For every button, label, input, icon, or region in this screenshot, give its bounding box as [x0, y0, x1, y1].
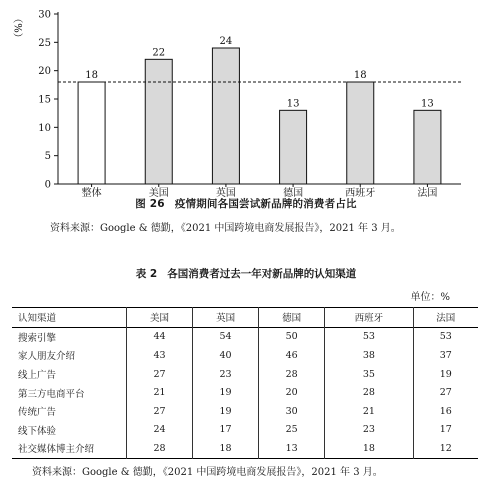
channel-name-cell: 搜索引擎: [18, 332, 57, 344]
bar-value-label: 13: [286, 98, 300, 110]
bar-value-label: 24: [219, 36, 233, 47]
figure-number: 图 26: [135, 198, 165, 210]
value-cell: 19: [193, 402, 259, 421]
x-tick-label: 美国: [148, 188, 169, 199]
channel-name-cell: 线下体验: [18, 425, 57, 437]
x-tick-label: 德国: [283, 188, 304, 199]
value-cell: 28: [325, 383, 413, 402]
table-row: [12, 402, 478, 421]
column-header: 德国: [259, 308, 325, 328]
table-title-text: 各国消费者过去一年对新品牌的认知渠道: [167, 268, 357, 280]
column-header: 西班牙: [325, 308, 413, 328]
value-cell: 13: [259, 439, 325, 458]
x-tick-label: 法国: [417, 188, 438, 199]
bar-chart: [0, 0, 492, 212]
channel-name-cell: 线上广告: [18, 370, 57, 382]
channel-name-cell: 传统广告: [18, 407, 57, 419]
bar: [78, 82, 105, 184]
value-cell: 27: [413, 383, 478, 402]
value-cell: 12: [413, 439, 478, 458]
value-cell: 38: [325, 346, 413, 365]
table-row: [12, 346, 478, 365]
bar: [347, 82, 374, 184]
value-cell: 53: [413, 327, 478, 346]
y-tick-label: 20: [38, 66, 51, 78]
value-cell: 27: [127, 365, 193, 384]
table-body: [12, 327, 478, 458]
value-cell: 50: [259, 327, 325, 346]
value-cell: 44: [127, 327, 193, 346]
table-row: [12, 327, 478, 346]
value-cell: 35: [325, 365, 413, 384]
channel-name-cell: 家人朋友介绍: [18, 351, 76, 363]
value-cell: 18: [193, 439, 259, 458]
value-cell: 28: [127, 439, 193, 458]
value-cell: 37: [413, 346, 478, 365]
bar: [145, 59, 172, 184]
y-tick-label: 30: [38, 9, 51, 21]
value-cell: 23: [325, 421, 413, 440]
value-cell: 46: [259, 346, 325, 365]
y-axis-unit-label: （%）: [14, 13, 25, 43]
x-tick-label: 整体: [81, 188, 102, 199]
table-row: [12, 383, 478, 402]
y-tick-label: 5: [44, 151, 51, 163]
value-cell: 18: [325, 439, 413, 458]
value-cell: 20: [259, 383, 325, 402]
table-row: [12, 421, 478, 440]
column-header: 英国: [193, 308, 259, 328]
bar-value-label: 13: [421, 98, 434, 110]
value-cell: 40: [193, 346, 259, 365]
value-cell: 30: [259, 402, 325, 421]
value-cell: 24: [127, 421, 193, 440]
awareness-channel-table: [12, 307, 478, 459]
bar-value-label: 18: [85, 70, 98, 81]
bar-value-label: 18: [353, 70, 367, 81]
column-header: 美国: [127, 308, 193, 328]
value-cell: 16: [413, 402, 478, 421]
column-header: 认知渠道: [18, 313, 57, 325]
bar: [280, 110, 307, 184]
channel-name-cell: 社交媒体博主介绍: [18, 444, 95, 456]
table-unit: 单位：%: [410, 292, 450, 303]
table-number: 表 2: [135, 268, 158, 280]
column-header: 法国: [413, 308, 478, 328]
value-cell: 19: [193, 383, 259, 402]
table-source-note: 资料来源：Google & 德勤，《2021 中国跨境电商发展报告》，2021 年 3 月。: [32, 467, 383, 478]
table-row: [12, 439, 478, 458]
figure-source-note: 资料来源：Google & 德勤，《2021 中国跨境电商发展报告》，2021 年 3 月。: [50, 223, 401, 234]
y-tick-label: 15: [38, 94, 51, 106]
value-cell: 19: [413, 365, 478, 384]
table-row: [12, 365, 478, 384]
figure-caption-text: 疫情期间各国尝试新品牌的消费者占比: [174, 198, 357, 210]
y-tick-label: 25: [38, 37, 51, 49]
value-cell: 21: [127, 383, 193, 402]
value-cell: 21: [325, 402, 413, 421]
value-cell: 23: [193, 365, 259, 384]
value-cell: 27: [127, 402, 193, 421]
y-tick-label: 0: [44, 179, 51, 191]
y-tick-label: 10: [38, 122, 51, 134]
bar-value-label: 22: [152, 47, 166, 59]
value-cell: 25: [259, 421, 325, 440]
table-caption: [0, 266, 492, 281]
value-cell: 17: [193, 421, 259, 440]
figure-caption: [0, 196, 492, 211]
x-tick-label: 英国: [215, 188, 236, 199]
bar: [212, 48, 239, 184]
channel-name-cell: 第三方电商平台: [18, 388, 85, 400]
bar: [414, 110, 441, 184]
value-cell: 28: [259, 365, 325, 384]
value-cell: 17: [413, 421, 478, 440]
x-tick-label: 西班牙: [345, 188, 376, 199]
value-cell: 43: [127, 346, 193, 365]
table-header-row: [12, 308, 478, 328]
value-cell: 54: [193, 327, 259, 346]
value-cell: 53: [325, 327, 413, 346]
